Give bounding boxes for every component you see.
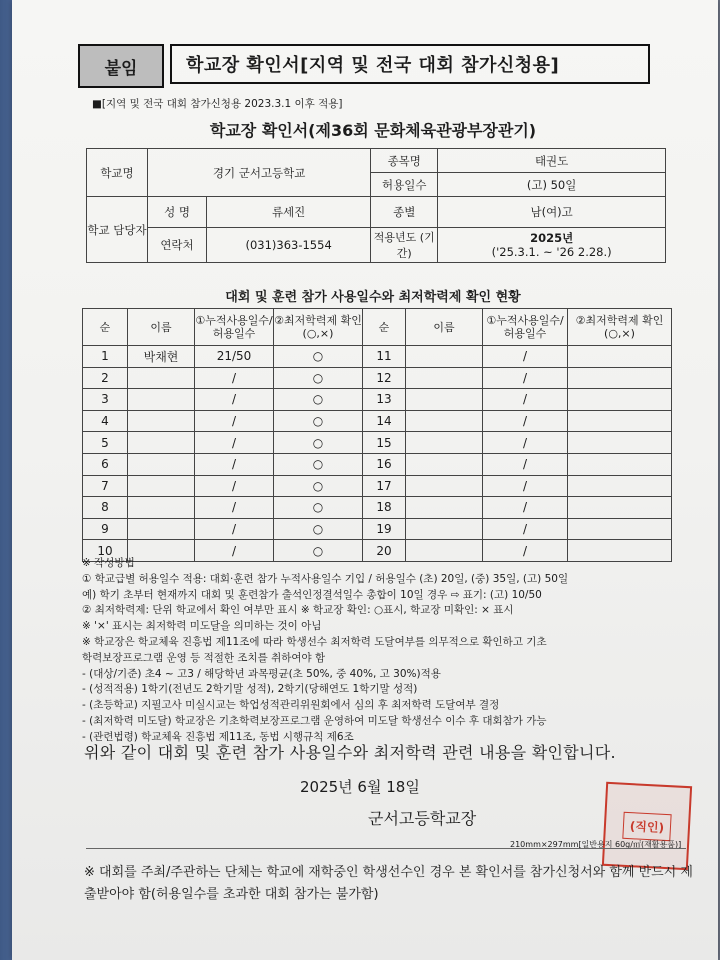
paper-size-note: 210mm×297mm[일반용지 60g/㎡(재활용품)] xyxy=(510,840,682,849)
col-no-right: 순 xyxy=(363,309,406,346)
contact-label: 연락처 xyxy=(148,228,207,263)
note-line: - (초등학교) 지필고사 미실시교는 학업성적관리위원회에서 심의 후 최저학력 도달여부 결정 xyxy=(82,699,500,712)
row-no-cell: 2 xyxy=(83,367,128,389)
table-row xyxy=(83,497,672,519)
attachment-tag: 붙임 xyxy=(78,44,164,88)
row-check-cell: ○ xyxy=(274,432,363,454)
divider-line xyxy=(86,848,686,849)
row-no-cell: 11 xyxy=(363,346,406,368)
row-check-cell xyxy=(568,518,672,540)
table-header-row xyxy=(83,309,672,346)
note-line: ※ 작성방법 xyxy=(82,557,135,569)
row-days-cell: / xyxy=(483,432,568,454)
row-name-cell xyxy=(128,367,195,389)
row-no-cell: 15 xyxy=(363,432,406,454)
row-no-cell: 9 xyxy=(83,518,128,540)
row-days-cell: / xyxy=(195,475,274,497)
note-line: - (최저학력 미도달) 학교장은 기초학력보장프로그램 운영하여 미도달 학생선수 이수 후 대회참가 가능 xyxy=(82,714,547,727)
contact-value: (031)363-1554 xyxy=(207,228,371,263)
row-days-cell: / xyxy=(195,367,274,389)
document-title: 학교장 확인서(제36회 문화체육관광부장관기) xyxy=(209,121,537,140)
row-name-cell xyxy=(406,497,483,519)
seal-label: (직인) xyxy=(622,811,672,840)
row-days-cell: / xyxy=(195,497,274,519)
row-name-cell xyxy=(128,432,195,454)
row-days-cell: 21/50 xyxy=(195,346,274,368)
row-no-cell: 10 xyxy=(83,540,128,562)
row-name-cell xyxy=(406,475,483,497)
note-line: 예) 학기 초부터 현재까지 대회 및 훈련참가 출석인정결석일수 총합이 10일 경우 ⇨ 표기: (고) 10/50 xyxy=(82,588,542,601)
col-days-left: ①누적사용일수/허용일수 xyxy=(195,309,274,346)
row-days-cell: / xyxy=(483,540,568,562)
row-days-cell: / xyxy=(483,367,568,389)
row-no-cell: 1 xyxy=(83,346,128,368)
row-check-cell xyxy=(568,367,672,389)
gender-label: 종별 xyxy=(371,197,438,228)
table-row xyxy=(83,475,672,497)
note-line: - (관련법령) 학교체육 진흥법 제11조, 동법 시행규칙 제6조 xyxy=(82,730,354,743)
table-row xyxy=(83,367,672,389)
event-value: 태권도 xyxy=(438,149,666,173)
note-line: ※ 학교장은 학교체육 진흥법 제11조에 따라 학생선수 최저학력 도달여부를 의무적으로 확인하고 기초 xyxy=(82,635,547,648)
row-name-cell xyxy=(128,475,195,497)
table-row xyxy=(83,453,672,475)
section-title: 대회 및 훈련 참가 사용일수와 최저학력제 확인 현황 xyxy=(225,290,521,305)
row-check-cell xyxy=(568,432,672,454)
row-name-cell xyxy=(406,410,483,432)
year-label: 적용년도 (기간) xyxy=(371,228,438,263)
header-title: 학교장 확인서[지역 및 전국 대회 참가신청용] xyxy=(170,44,650,84)
row-days-cell: / xyxy=(195,453,274,475)
row-check-cell: ○ xyxy=(274,475,363,497)
row-no-cell: 19 xyxy=(363,518,406,540)
row-no-cell: 13 xyxy=(363,389,406,411)
athlete-table xyxy=(82,308,672,562)
row-check-cell xyxy=(568,475,672,497)
row-check-cell: ○ xyxy=(274,518,363,540)
event-label: 종목명 xyxy=(371,149,438,173)
row-check-cell xyxy=(568,410,672,432)
row-check-cell xyxy=(568,346,672,368)
row-no-cell: 6 xyxy=(83,453,128,475)
applicability-note: ■[지역 및 전국 대회 참가신청용 2023.3.1 이후 적용] xyxy=(92,98,343,110)
allowed-days-value: (고) 50일 xyxy=(438,173,666,197)
table-row xyxy=(83,346,672,368)
row-no-cell: 20 xyxy=(363,540,406,562)
row-days-cell: / xyxy=(483,475,568,497)
row-days-cell: / xyxy=(483,410,568,432)
row-check-cell: ○ xyxy=(274,346,363,368)
note-line: - (성적적용) 1학기(전년도 2학기말 성적), 2학기(당해연도 1학기말 성적) xyxy=(82,683,418,696)
school-value: 경기 군서고등학교 xyxy=(148,149,371,197)
row-days-cell: / xyxy=(195,410,274,432)
row-no-cell: 4 xyxy=(83,410,128,432)
row-check-cell: ○ xyxy=(274,410,363,432)
row-days-cell: / xyxy=(483,497,568,519)
row-name-cell xyxy=(406,453,483,475)
table-row xyxy=(83,389,672,411)
row-days-cell: / xyxy=(195,432,274,454)
row-days-cell: / xyxy=(195,389,274,411)
note-line: ② 최저학력제: 단위 학교에서 확인 여부만 표시 ※ 학교장 확인: ○표시, 학교장 미확인: × 표시 xyxy=(82,604,514,617)
row-name-cell xyxy=(128,410,195,432)
row-name-cell xyxy=(406,389,483,411)
row-name-cell xyxy=(128,453,195,475)
row-name-cell xyxy=(128,518,195,540)
period-value: ('25.3.1. ~ '26 2.28.) xyxy=(491,245,612,259)
row-no-cell: 14 xyxy=(363,410,406,432)
row-days-cell: / xyxy=(195,518,274,540)
row-days-cell: / xyxy=(483,518,568,540)
row-days-cell: / xyxy=(483,389,568,411)
row-no-cell: 18 xyxy=(363,497,406,519)
row-name-cell xyxy=(406,518,483,540)
year-cell xyxy=(438,228,666,263)
col-check-left: ②최저학력제 확인(○,×) xyxy=(274,309,363,346)
issue-date: 2025년 6월 18일 xyxy=(300,778,420,796)
row-name-cell: 박채현 xyxy=(128,346,195,368)
table-row xyxy=(83,518,672,540)
row-check-cell xyxy=(568,453,672,475)
row-no-cell: 5 xyxy=(83,432,128,454)
note-line: 학력보장프로그램 운영 등 적절한 조치를 취하여야 함 xyxy=(82,651,326,664)
manager-label: 학교 담당자 xyxy=(87,197,148,263)
info-table xyxy=(86,148,666,263)
row-days-cell: / xyxy=(483,346,568,368)
name-label: 성 명 xyxy=(148,197,207,228)
row-no-cell: 7 xyxy=(83,475,128,497)
row-name-cell xyxy=(128,497,195,519)
row-check-cell xyxy=(568,389,672,411)
row-name-cell xyxy=(128,389,195,411)
row-days-cell: / xyxy=(483,453,568,475)
name-value: 류세진 xyxy=(207,197,371,228)
note-line: ① 학교급별 허용일수 적용: 대회·훈련 참가 누적사용일수 기입 / 허용일수 (초) 20일, (중) 35일, (고) 50일 xyxy=(82,572,569,585)
row-check-cell: ○ xyxy=(274,389,363,411)
year-value: 2025년 xyxy=(530,231,574,245)
note-line: - (대상/기준) 초4 ~ 고3 / 해당학년 과목평균(초 50%, 중 40%, 고 30%)적용 xyxy=(82,667,441,680)
row-check-cell: ○ xyxy=(274,367,363,389)
official-seal xyxy=(602,782,692,870)
row-check-cell: ○ xyxy=(274,540,363,562)
row-no-cell: 12 xyxy=(363,367,406,389)
col-no-left: 순 xyxy=(83,309,128,346)
row-no-cell: 8 xyxy=(83,497,128,519)
row-name-cell xyxy=(406,346,483,368)
bottom-notice: ※ 대회를 주최/주관하는 단체는 학교에 재학중인 학생선수인 경우 본 확인서를 참가신청서와 함께 반드시 제출받아야 함(허용일수를 초과한 대회 참가는 불가함) xyxy=(84,865,693,902)
school-label: 학교명 xyxy=(87,149,148,197)
table-row xyxy=(83,432,672,454)
col-days-right: ①누적사용일수/허용일수 xyxy=(483,309,568,346)
row-no-cell: 16 xyxy=(363,453,406,475)
col-check-right: ②최저학력제 확인(○,×) xyxy=(568,309,672,346)
row-name-cell xyxy=(406,432,483,454)
allowed-days-label: 허용일수 xyxy=(371,173,438,197)
table-row xyxy=(83,410,672,432)
col-name-right: 이름 xyxy=(406,309,483,346)
note-line: ※ '×' 표시는 최저학력 미도달을 의미하는 것이 아님 xyxy=(82,620,322,633)
row-check-cell: ○ xyxy=(274,453,363,475)
col-name-left: 이름 xyxy=(128,309,195,346)
row-days-cell: / xyxy=(195,540,274,562)
confirmation-statement: 위와 같이 대회 및 훈련 참가 사용일수와 최저학력 관련 내용을 확인합니다. xyxy=(84,743,616,762)
principal-name: 군서고등학교장 xyxy=(368,809,477,828)
row-check-cell xyxy=(568,497,672,519)
row-no-cell: 17 xyxy=(363,475,406,497)
row-no-cell: 3 xyxy=(83,389,128,411)
gender-value: 남(여)고 xyxy=(438,197,666,228)
row-check-cell: ○ xyxy=(274,497,363,519)
row-name-cell xyxy=(406,367,483,389)
writing-instructions xyxy=(82,556,692,746)
